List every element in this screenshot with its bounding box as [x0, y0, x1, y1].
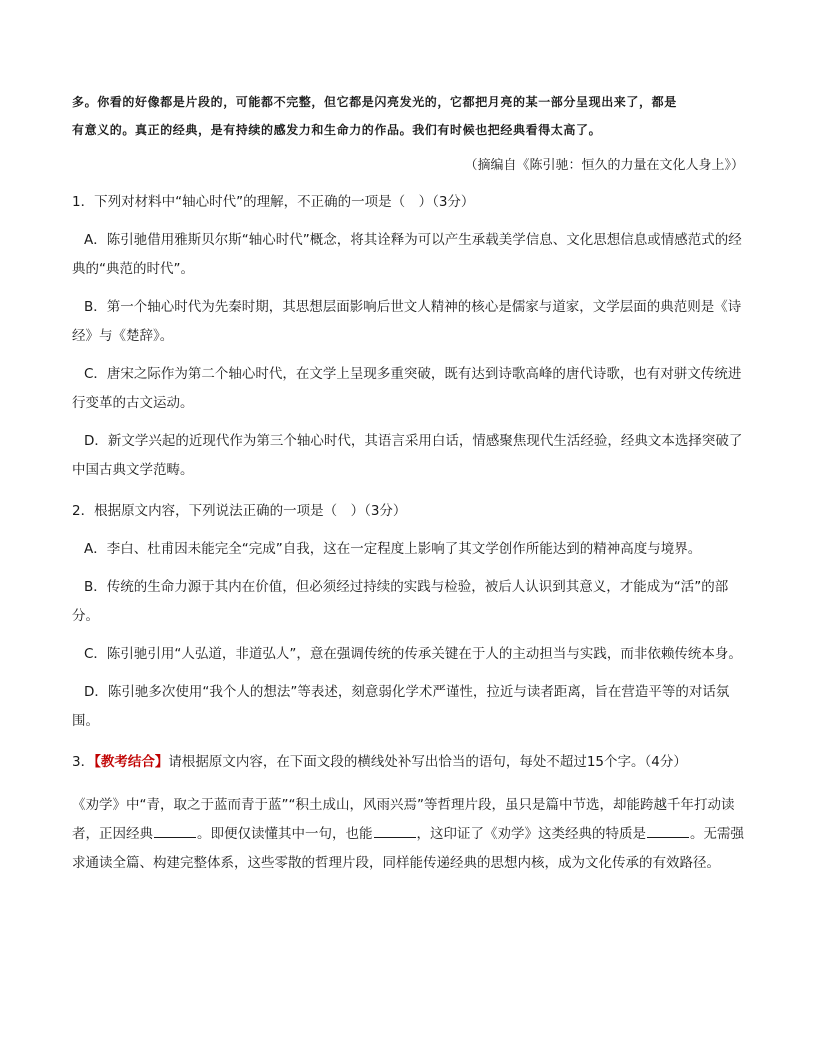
question-1-option-b[interactable]: [72, 293, 744, 351]
question-2-option-a[interactable]: [72, 535, 744, 564]
exam-tag: 【教考结合】: [94, 754, 169, 770]
question-3-passage: [72, 791, 744, 878]
question-2-option-c[interactable]: [72, 640, 744, 669]
passage-line: 有意义的。真正的经典，是有持续的感发力和生命力的作品。我们有时候也把经典看得太高了。: [72, 123, 602, 137]
question-3-number: 3．: [72, 754, 95, 770]
question-2-option-d[interactable]: [72, 678, 744, 736]
option-text: B．第一个轴心时代为先秦时期，其思想层面影响后世文人精神的核心是儒家与道家，文学层面的典范则是《诗经》与《楚辞》。: [72, 299, 742, 344]
question-3-stem: [72, 748, 744, 777]
option-text: A．李白、杜甫因未能完全“完成”自我，这在一定程度上影响了其文学创作所能达到的精神高度与境界。: [84, 541, 702, 557]
option-text: C．陈引驰引用“人弘道，非道弘人”，意在强调传统的传承关键在于人的主动担当与实践，而非依赖传统本身。: [84, 646, 742, 662]
question-1-option-d[interactable]: [72, 427, 744, 485]
option-text: D．新文学兴起的近现代作为第三个轴心时代，其语言采用白话，情感聚焦现代生活经验，经典文本选择突破了中国古典文学范畴。: [72, 433, 743, 478]
option-text: C．唐宋之际作为第二个轴心时代，在文学上呈现多重突破，既有达到诗歌高峰的唐代诗歌，也有对骈文传统进行变革的古文运动。: [72, 366, 742, 411]
passage-line: 多。你看的好像都是片段的，可能都不完整，但它都是闪亮发光的，它都把月亮的某一部分呈现出来了，都是: [72, 95, 677, 109]
question-1-option-c[interactable]: [72, 360, 744, 418]
passage-text: 。无需强求通读全篇、构建完整体系，这些零散的哲理片段，同样能传递经典的思想内核，成为文化传承的有效路径。: [72, 826, 744, 871]
passage-excerpt: [72, 88, 744, 144]
question-2-option-b[interactable]: [72, 573, 744, 631]
option-text: B．传统的生命力源于其内在价值，但必须经过持续的实践与检验，被后人认识到其意义，才能成为“活”的部分。: [72, 579, 729, 624]
answer-blank-1[interactable]: [154, 823, 196, 838]
passage-text: 。即便仅读懂其中一句，也能: [197, 826, 373, 842]
option-text: A．陈引驰借用雅斯贝尔斯“轴心时代”概念，将其诠释为可以产生承载美学信息、文化思想信息或情感范式的经典的“典范的时代”。: [72, 232, 742, 277]
answer-blank-2[interactable]: [374, 823, 416, 838]
passage-text: ，这印证了《劝学》这类经典的特质是: [416, 826, 646, 842]
passage-text: 《劝学》中“青，取之于蓝而青于蓝”“积土成山，风雨兴焉”等哲理片段，虽只是篇中节选，却能跨越千年打动读者，正因经典: [72, 797, 735, 842]
question-1-stem: 1．下列对材料中“轴心时代”的理解，不正确的一项是（ ）（3分）: [72, 194, 475, 210]
question-1-option-a[interactable]: [72, 226, 744, 284]
option-text: D．陈引驰多次使用“我个人的想法”等表述，刻意弱化学术严谨性，拉近与读者距离，旨在营造平等的对话氛围。: [72, 684, 730, 729]
passage-source: （摘编自《陈引驰：恒久的力量在文化人身上》）: [464, 158, 744, 173]
question-2-stem: 2．根据原文内容，下列说法正确的一项是（ ）（3分）: [72, 503, 407, 519]
document-page: [72, 88, 744, 878]
question-3-instruction: 请根据原文内容，在下面文段的横线处补写出恰当的语句，每处不超过15个字。（4分）: [168, 754, 687, 770]
answer-blank-3[interactable]: [647, 823, 689, 838]
